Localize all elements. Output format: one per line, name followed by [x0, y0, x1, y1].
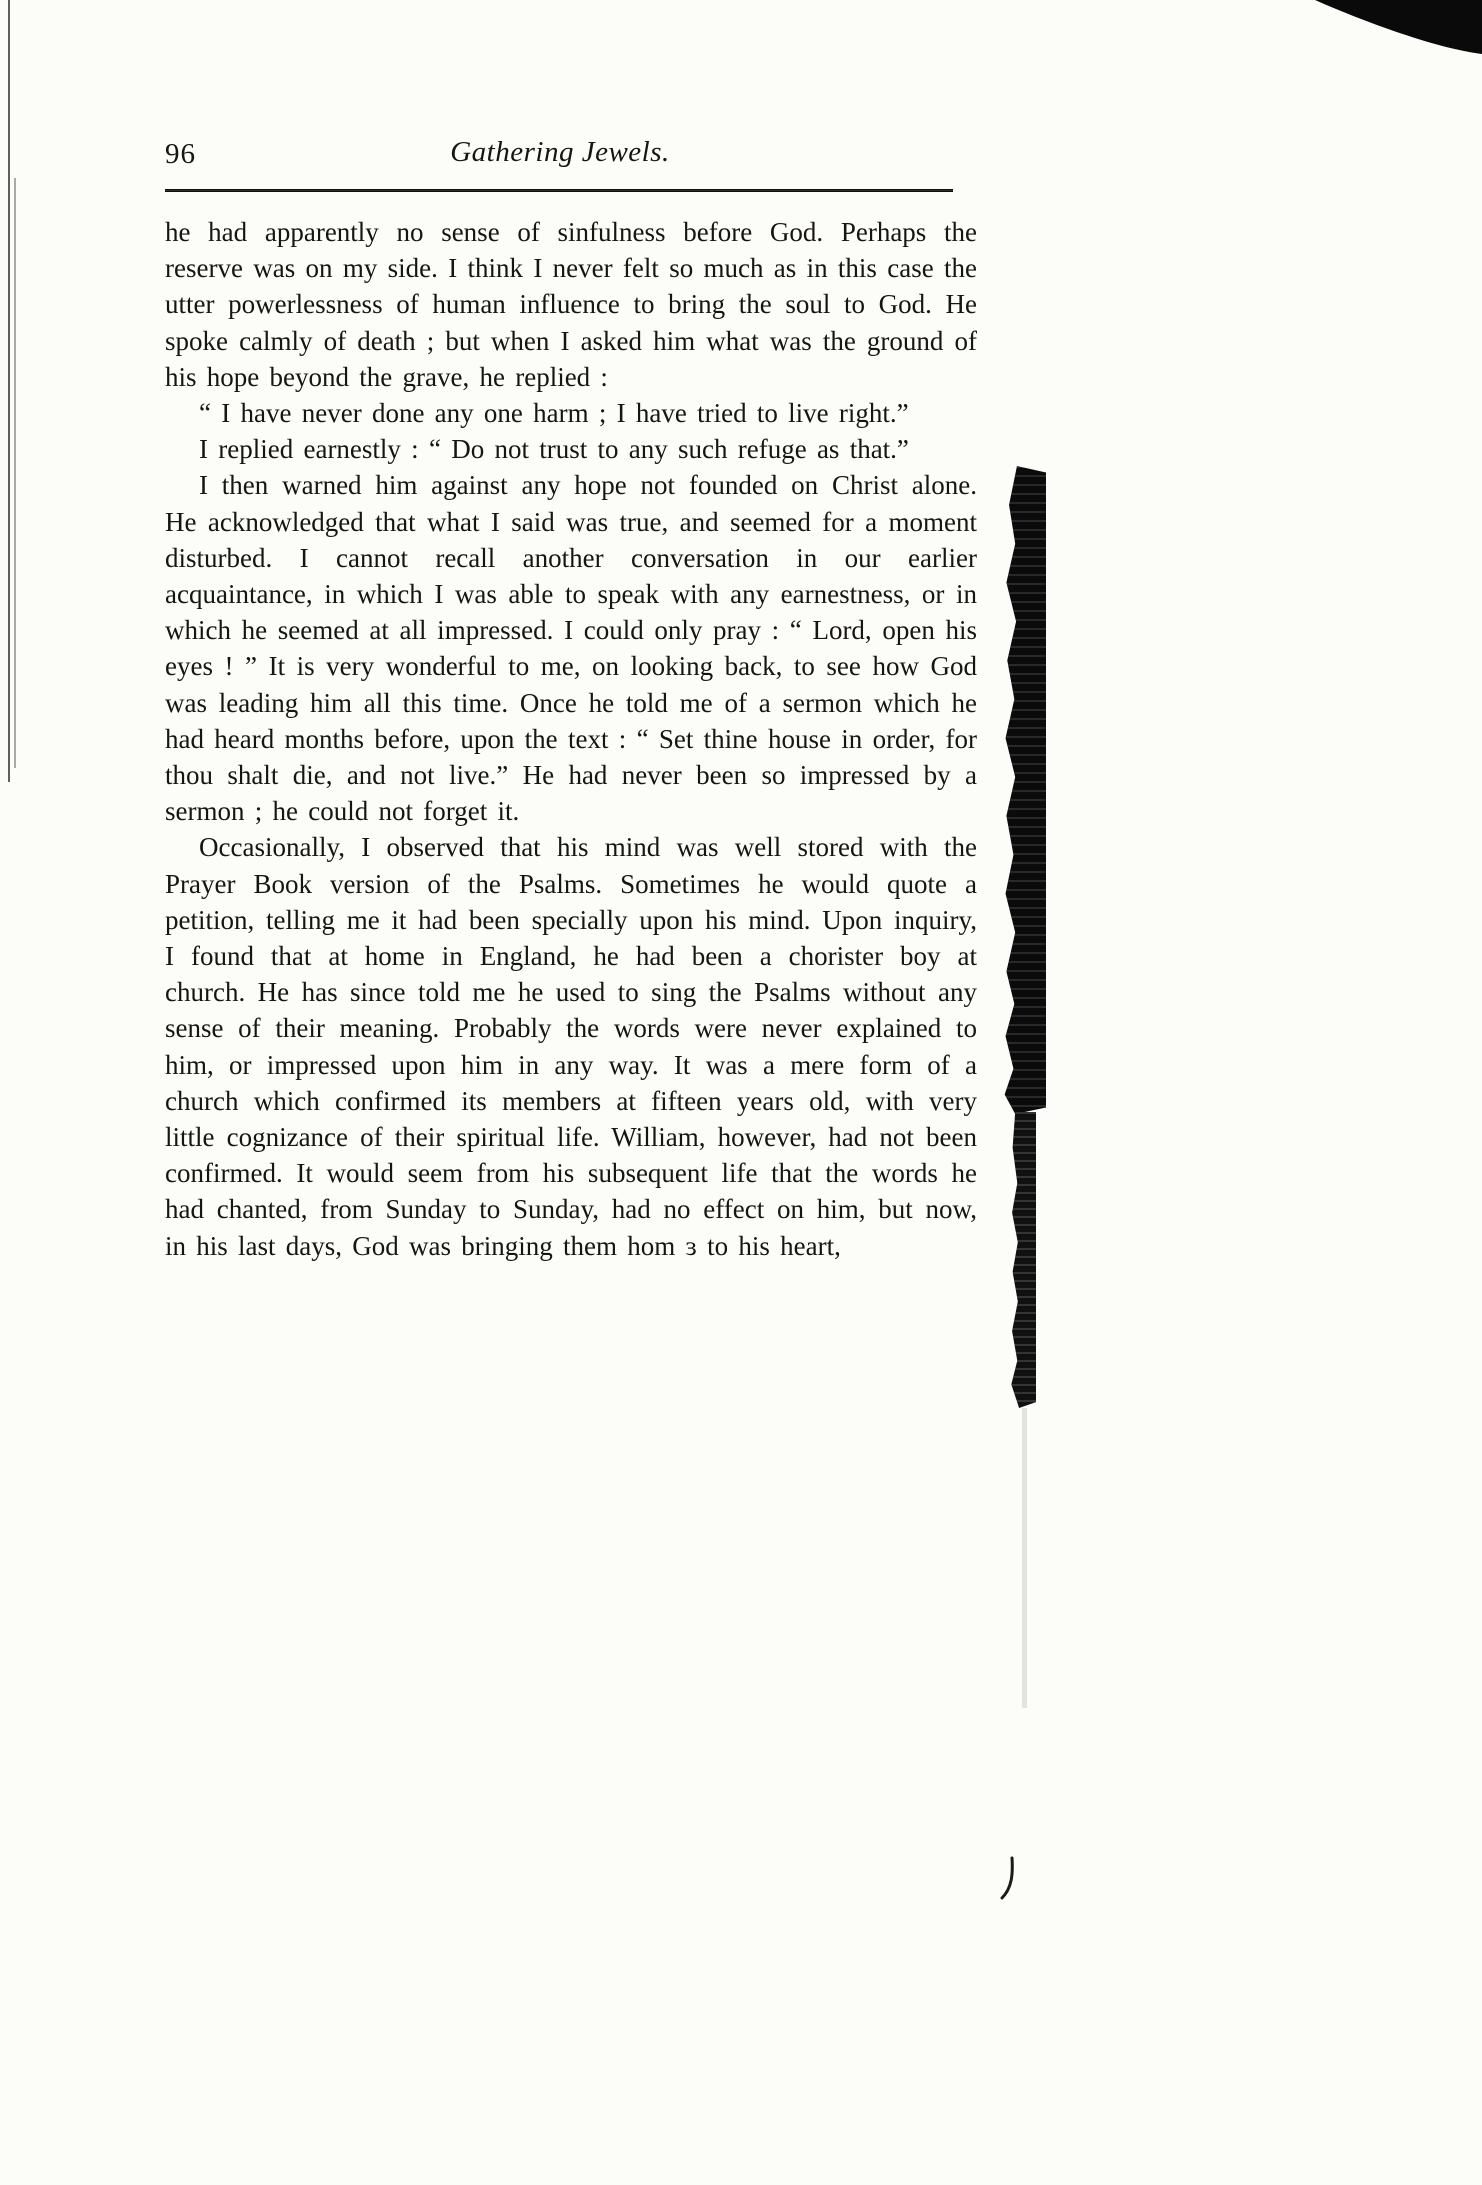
scan-ink-mark — [1000, 1856, 1016, 1900]
paragraph: I replied earnestly : “ Do not trust to any such refuge as that.” — [199, 434, 909, 465]
scan-smudge-band-lower — [1010, 1112, 1036, 1408]
page-curl-shadow — [1307, 0, 1482, 64]
scan-edge-line-left-inner — [14, 178, 16, 768]
page-text-block — [165, 214, 977, 1264]
page-number: 96 — [165, 138, 196, 170]
header-rule — [165, 189, 953, 192]
scan-smudge-faint — [1022, 1408, 1027, 1708]
scan-edge-line-left — [8, 0, 10, 782]
paragraph: Occasionally, I observed that his mind was well stored with the Prayer Book version of the Psalms. Sometimes he would quote a petition, telling me it had been specially upon his mind. Upon inquiry, I found that at home in England, he had been a chorister boy at church. He has since told me he used to sing the Psalms without any sense of their meaning. Probably the words were never explained to him, or impressed upon him in any way. It was a mere form of a church which confirmed its members at fifteen years old, with very little cognizance of their spiritual life. William, however, had not been confirmed. It would seem from his subsequent life that the words he had chanted, from Sunday to Sunday, had no effect on him, but now, in his last days, God was bringing them hom ɜ to his heart, — [165, 832, 977, 1261]
paragraph: he had apparently no sense of sinfulness before God. Perhaps the reserve was on my side. I think I never felt so much as in this case the utter powerlessness of human influence to bring the soul to God. He spoke calmly of death ; but when I asked him what was the ground of his hope beyond the grave, he replied : — [165, 217, 977, 392]
paragraph: I then warned him against any hope not founded on Christ alone. He acknowledged that what I said was true, and seemed for a moment disturbed. I cannot recall another conversation in our earlier acquaintance, in which I was able to speak with any earnestness, or in which he seemed at all impressed. I could only pray : “ Lord, open his eyes ! ” It is very wonderful to me, on looking back, to see how God was leading him all this time. Once he told me of a sermon which he had heard months before, upon the text : “ Set thine house in order, for thou shalt die, and not live.” He had never been so impressed by a sermon ; he could not forget it. — [165, 470, 977, 827]
paragraph: “ I have never done any one harm ; I have tried to live right.” — [199, 398, 909, 429]
running-title: Gathering Jewels. — [450, 136, 670, 168]
scan-smudge-band-upper — [1002, 466, 1046, 1114]
